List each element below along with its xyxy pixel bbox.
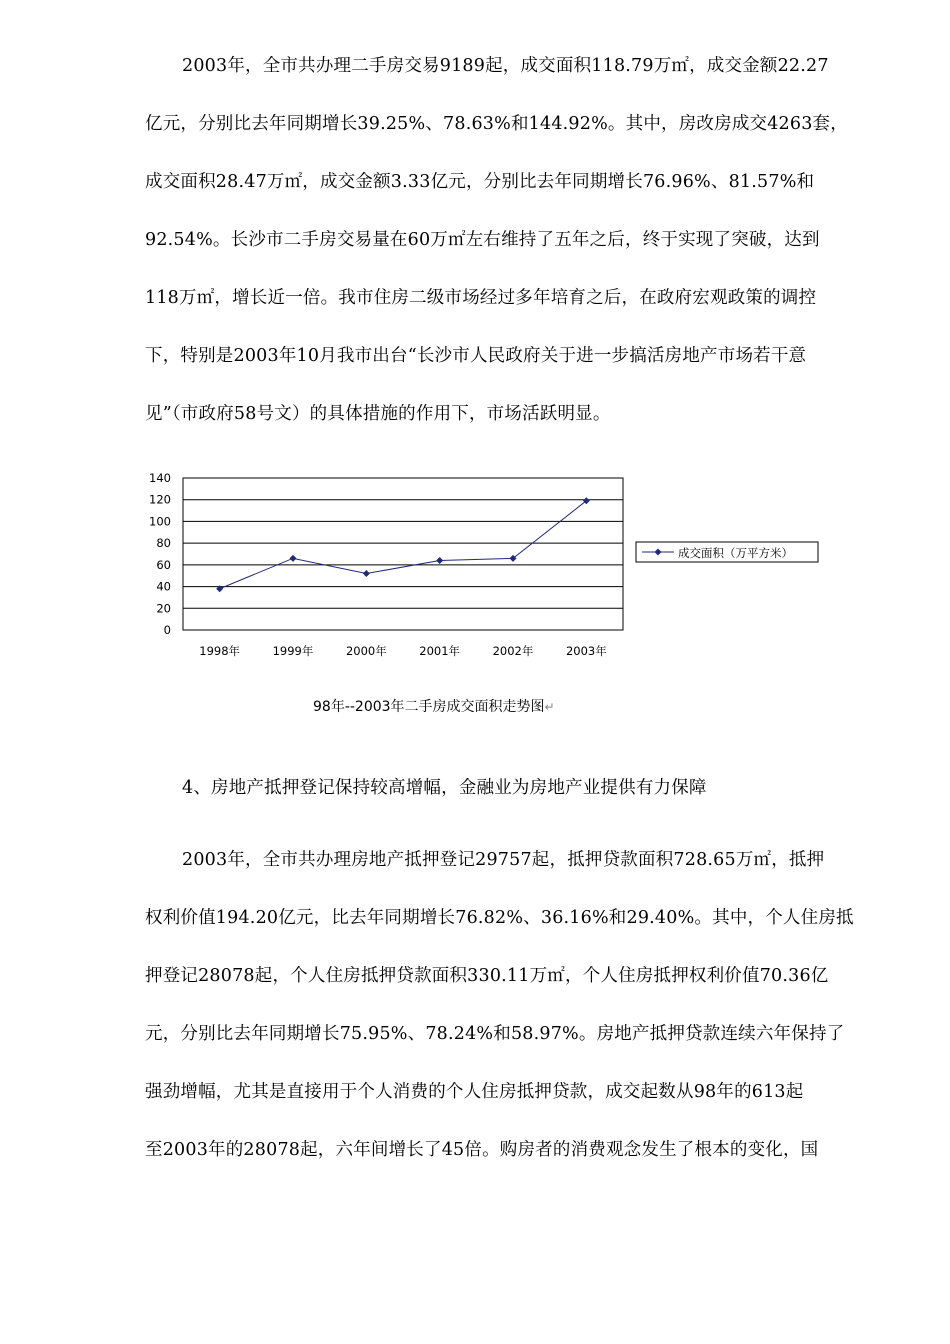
text-line: 成交面积28.47万㎡，成交金额3.33亿元，分别比去年同期增长76.96%、81.57%和 [145,172,815,192]
data-point-marker [290,555,297,562]
text-line: 92.54%。长沙市二手房交易量在60万㎡左右维持了五年之后，终于实现了突破，达到 [145,230,820,250]
x-tick-label: 2002年 [492,644,534,658]
y-tick-label: 20 [156,601,171,616]
text-line: 见”（市政府58号文）的具体措施的作用下，市场活跃明显。 [145,404,611,424]
x-tick-label: 1998年 [199,644,241,658]
x-tick-label: 2003年 [565,644,607,658]
text-line: 118万㎡，增长近一倍。我市住房二级市场经过多年培育之后，在政府宏观政策的调控 [145,288,817,308]
paragraph-mark-icon: ↵ [544,700,555,714]
y-tick-label: 120 [149,492,171,507]
y-tick-label: 80 [156,536,171,551]
text-line: 权利价值194.20亿元，比去年同期增长76.82%、36.16%和29.40%。其中，个人住房抵 [145,908,854,928]
text-line: 2003年，全市共办理二手房交易9189起，成交面积118.79万㎡，成交金额22.27 [182,56,829,76]
series-line [220,501,587,589]
chart-caption-text: 98年--2003年二手房成交面积走势图 [313,699,545,715]
text-line: 强劲增幅，尤其是直接用于个人消费的个人住房抵押贷款，成交起数从98年的613起 [145,1082,804,1102]
text-line: 亿元，分别比去年同期增长39.25%、78.63%和144.92%。其中，房改房成交4263套， [145,114,848,134]
text-line: 至2003年的28078起，六年间增长了45倍。购房者的消费观念发生了根本的变化，国 [145,1140,819,1160]
legend-label: 成交面积（万平方米） [678,546,793,560]
y-tick-label: 0 [163,623,171,637]
data-point-marker [436,557,443,564]
x-tick-label: 1999年 [272,644,314,658]
x-tick-label: 2001年 [419,644,461,658]
plot-area-border [183,478,623,630]
y-tick-label: 140 [149,471,171,485]
line-chart [140,470,840,675]
y-tick-label: 40 [156,579,171,594]
text-line: 下，特别是2003年10月我市出台“长沙市人民政府关于进一步搞活房地产市场若干意 [145,346,807,366]
x-tick-label: 2000年 [345,644,387,658]
chart-caption [313,696,555,716]
y-tick-label: 100 [149,514,171,529]
y-tick-label: 60 [156,557,171,572]
data-point-marker [363,570,370,577]
section-heading: 4、房地产抵押登记保持较高增幅，金融业为房地产业提供有力保障 [182,778,707,798]
text-line: 押登记28078起，个人住房抵押贷款面积330.11万㎡，个人住房抵押权利价值70.36亿 [145,966,829,986]
text-line: 元，分别比去年同期增长75.95%、78.24%和58.97%。房地产抵押贷款连续六年保持了 [145,1024,845,1044]
text-line: 2003年，全市共办理房地产抵押登记29757起，抵押贷款面积728.65万㎡，抵押 [182,850,825,870]
